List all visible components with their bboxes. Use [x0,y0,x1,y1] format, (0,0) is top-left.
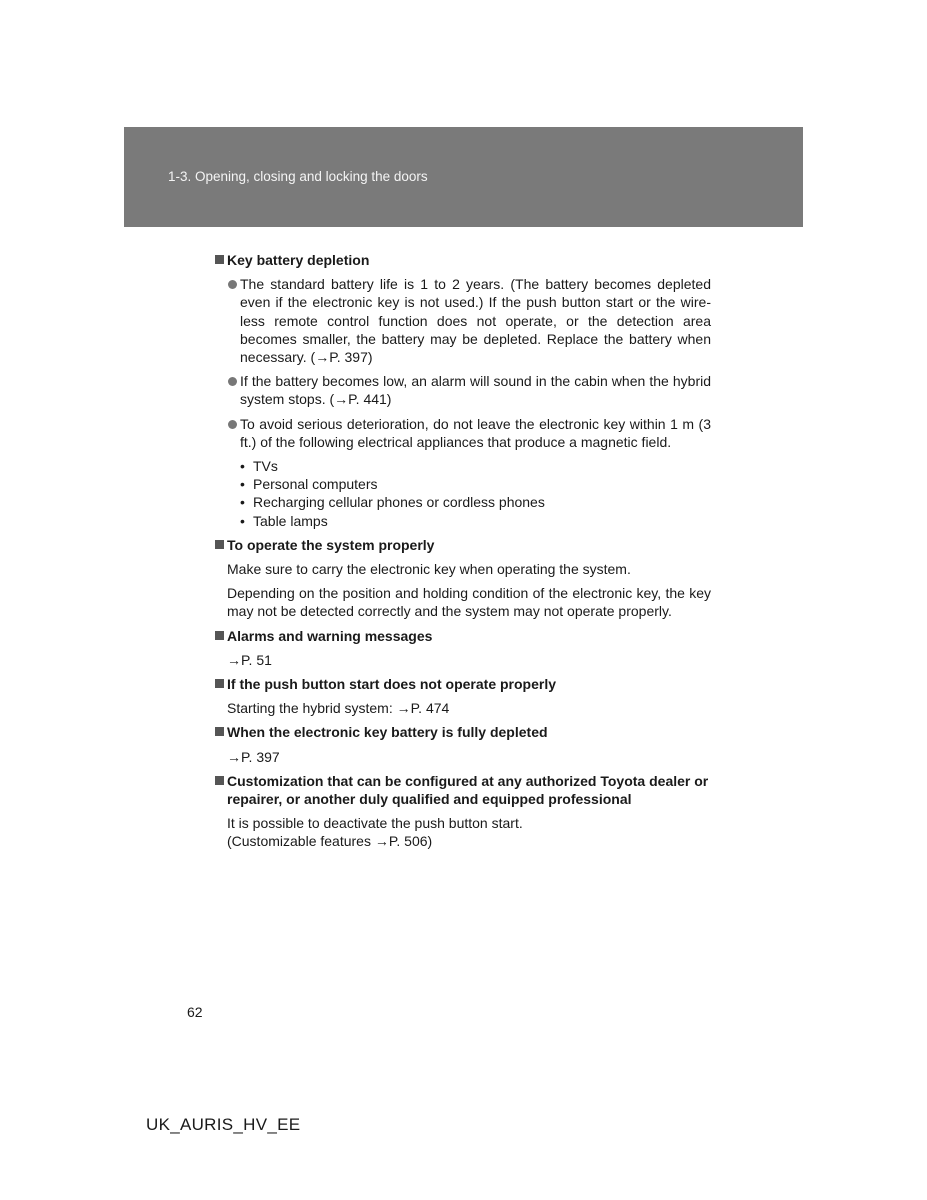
dot-marker: • [240,458,245,475]
page-number: 62 [187,1004,203,1020]
section-alarms-warnings [214,627,711,669]
list-item [240,493,711,511]
bullet-text: If the battery becomes low, an alarm will sound in the cabin when the hybrid system stops. (→P. 441) [240,373,711,408]
list-item [240,475,711,493]
list-item [240,512,711,530]
appliance-list [214,457,711,530]
section-heading [214,536,711,554]
chapter-header-band [124,127,803,227]
page-reference: →P. 397 [227,748,280,765]
square-bullet-icon [215,255,224,264]
section-heading [214,772,711,808]
paragraph: Starting the hybrid system: →P. 474 [227,700,450,717]
square-bullet-icon [215,727,224,736]
square-bullet-icon [215,776,224,785]
section-heading-text: Customization that can be configured at any authorized Toyota dealer or repairer, or another duly qualified and equipped professional [227,772,709,808]
section-customization [214,772,711,851]
section-heading-text: If the push button start does not operate properly [227,676,557,693]
dot-marker: • [240,512,245,529]
document-code: UK_AURIS_HV_EE [146,1115,301,1134]
section-heading [214,627,711,645]
bullet-item [214,372,711,408]
section-heading-text: Key battery depletion [227,252,370,268]
section-key-battery-fully-depleted [214,723,711,765]
paragraph [214,814,711,850]
section-key-battery-depletion [214,251,711,530]
page-reference: →P. 51 [227,651,272,668]
paragraph-line: (Customizable features →P. 506) [227,833,433,850]
bullet-item [214,275,711,366]
circle-bullet-icon [228,280,237,289]
bullet-text: To avoid serious deterioration, do not leave the electronic key within 1 m (3 ft.) of the following electrical appliances that produce a magnetic field. [240,415,711,450]
list-item-text: TVs [253,458,278,475]
section-heading-text: Alarms and warning messages [227,627,433,644]
list-item-text: Personal computers [253,476,378,493]
section-push-button-start [214,675,711,717]
list-item-text: Recharging cellular phones or cordless phones [253,494,545,511]
section-operate-system [214,536,711,621]
section-heading-text: When the electronic key battery is fully depleted [227,724,548,741]
bullet-text: The standard battery life is 1 to 2 years. (The battery becomes depleted even if the electronic key is not used.) If the push button start or the wire-less remote control function does not operate, or the detection area becomes smaller, the battery may be depleted. Replace the battery when necessary. (→P. 397) [240,276,711,366]
square-bullet-icon [215,631,224,640]
dot-marker: • [240,494,245,511]
chapter-title: 1-3. Opening, closing and locking the doors [168,169,428,184]
bullet-item [214,415,711,451]
list-item [240,457,711,475]
section-heading [214,723,711,741]
section-heading-text: To operate the system properly [227,536,435,553]
section-heading [214,675,711,693]
section-heading [214,251,711,269]
page-content [214,251,711,857]
circle-bullet-icon [228,377,237,386]
list-item-text: Table lamps [253,512,328,529]
paragraph: Depending on the position and holding condition of the electronic key, the key may not be detected correctly and the system may not operate properly. [227,585,711,620]
dot-marker: • [240,476,245,493]
paragraph-line: It is possible to deactivate the push button start. [227,815,523,832]
circle-bullet-icon [228,420,237,429]
paragraph: Make sure to carry the electronic key when operating the system. [227,561,631,578]
square-bullet-icon [215,679,224,688]
square-bullet-icon [215,540,224,549]
